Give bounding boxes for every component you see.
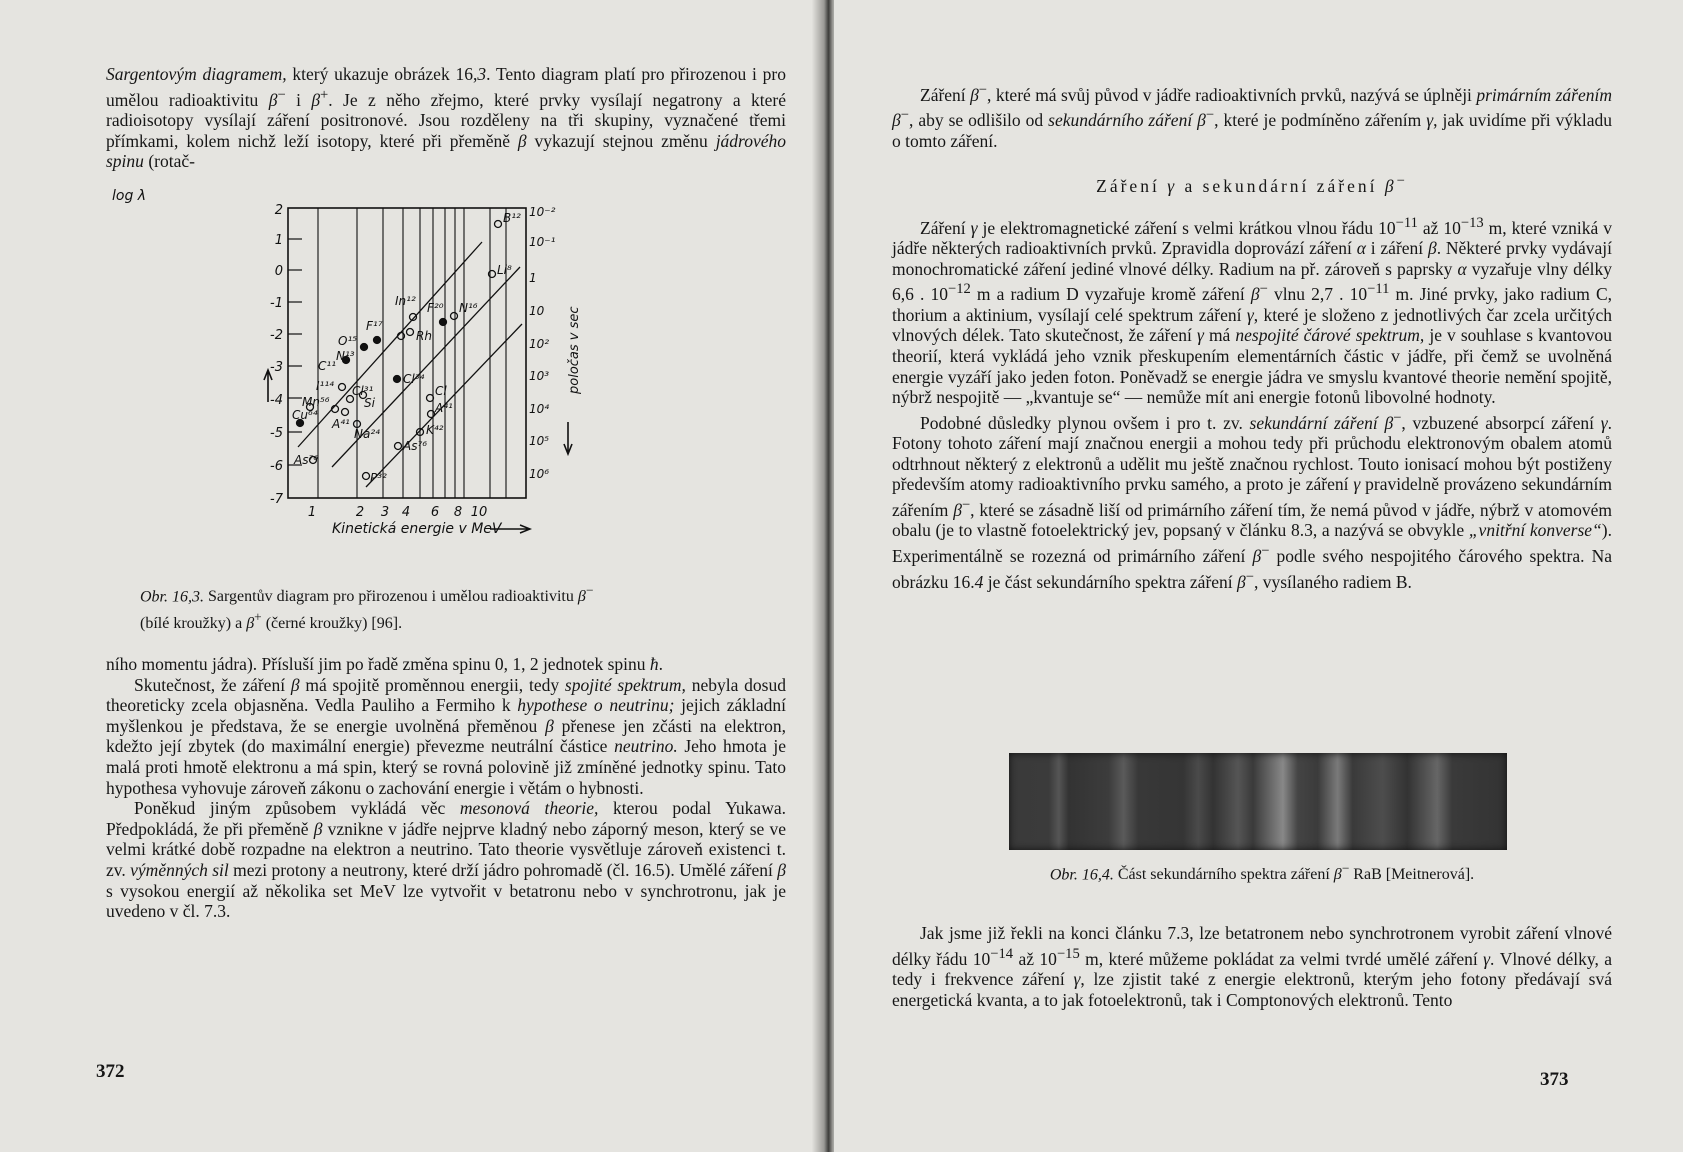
x-axis-ticks	[308, 505, 487, 520]
point-I114	[339, 384, 346, 391]
y-right-tick-label: 10⁶	[529, 467, 550, 481]
point-N16	[451, 313, 458, 320]
y-tick-label: -3	[270, 360, 283, 375]
y-right-tick-label: 10⁻¹	[529, 235, 556, 249]
right-paragraph-4: Jak jsme již řekli na konci článku 7.3, lze betatronem nebo synchrotronem vyrobit záření vlnové délky řádu $10^{-14}$ až $10^{-15}$ m, které můžeme pokládat za velmi tvrdé umělé záření γ. Vlnové délky, a tedy i frekvence záření γ, lze zjistit také z energie elektronů, kterým jeho fotony předávají svá energetická kvanta, a to jak fotoelektronů, tak i Comptonových elektronů. Tento	[892, 923, 1612, 1010]
isotope-label: Na²⁴	[354, 427, 380, 441]
left-paragraph-3: Skutečnost, že záření β má spojitě proměnnou energii, tedy spojité spektrum, nebyla dosud theoreticky zcela objasněna. Vedla Pauliho a Fermiho k hypothese o neutrinu; jejich základní myšlenkou je představa, že se energie uvolněná přeměnou β přenese jen zčásti na elektron, kdežto její zbytek (do maximální energie) převezme neutrální částice neutrino. Jeho hmota je malá proti hmotě elektronu a má spin, který se rovná polovině již zmíněné jednotky spinu. Tato hypothesa vyhovuje zároveň zákonu o zachování energie i větám o hybnosti.	[106, 674, 787, 798]
x-tick-label: 2	[355, 505, 365, 520]
right-page	[834, 0, 1683, 1152]
point-F17b	[374, 337, 381, 344]
isotope-labels	[292, 211, 521, 485]
y-tick-label: -2	[270, 328, 283, 343]
isotope-label: Mn⁵⁶	[302, 395, 330, 409]
isotope-label: N¹³	[336, 349, 355, 363]
y-tick-label: -7	[270, 492, 283, 507]
point-P32	[363, 473, 370, 480]
isotope-label: As⁷⁶	[294, 453, 319, 467]
isotope-label: Li⁸	[497, 263, 512, 277]
y-tick-label: -1	[270, 296, 283, 311]
y-axis-label-left: log λ	[112, 188, 147, 204]
isotope-label: Rh	[416, 329, 432, 343]
y-axis-ticks-left	[270, 203, 284, 507]
x-tick-label: 10	[470, 505, 488, 520]
y-tick-label: -5	[270, 426, 283, 441]
y-tick-label: 1	[274, 233, 283, 248]
spectrum-photo	[1009, 753, 1507, 850]
sargent-diagram	[112, 188, 600, 582]
y-tick-marks	[288, 239, 302, 465]
y-tick-label: 0	[274, 264, 283, 279]
page-number-left: 372	[96, 1061, 125, 1082]
x-tick-label: 4	[401, 505, 411, 520]
left-page	[0, 0, 825, 1152]
y-right-tick-label: 10	[529, 304, 545, 318]
left-paragraph-2: ního momentu jádra). Přísluší jim po řadě změna spinu 0, 1, 2 jednotek spinu ħ.	[106, 654, 664, 674]
y-right-tick-label: 1	[529, 271, 537, 285]
section-heading: Záření γ a sekundární záření β−	[1096, 173, 1408, 197]
y-right-tick-label: 10⁴	[529, 402, 550, 416]
isotope-label: N¹⁶	[459, 301, 478, 315]
page-number-right: 373	[1540, 1069, 1569, 1090]
y-axis-ticks-right	[529, 205, 556, 481]
caption-label: Obr. 16,4.	[1049, 866, 1114, 884]
isotope-label: Cu⁶⁴	[292, 408, 318, 422]
isotope-label: In¹²	[395, 294, 416, 308]
isotope-label: A⁴¹	[332, 417, 350, 431]
right-body-lower	[892, 923, 1612, 1010]
right-paragraph-1: Záření β−, které má svůj původ v jádře radioaktivních prvků, nazývá se úplněji primárním zářením β−, aby se odlišilo od sekundárního záření β−, které je podmíněno zářením γ, jak uvidíme při výkladu o tomto záření.	[892, 82, 1613, 151]
isotope-label: A⁴¹	[435, 401, 453, 415]
x-tick-label: 8	[453, 505, 463, 520]
isotope-label: Si	[364, 396, 375, 410]
isotope-label: Cl³⁴	[403, 372, 425, 386]
isotope-label: As⁷⁶	[403, 439, 428, 453]
point-O15	[361, 344, 368, 351]
caption-label: Obr. 16,3.	[140, 588, 205, 606]
x-tick-label: 6	[430, 505, 440, 520]
isotope-label: C¹¹	[318, 359, 336, 373]
arrow-down-icon	[564, 422, 572, 454]
point-F20	[440, 319, 447, 326]
y-right-tick-label: 10⁵	[529, 434, 550, 448]
isotope-label: K⁴²	[426, 423, 444, 437]
x-tick-label: 3	[380, 505, 390, 520]
isotope-label: F²⁰	[427, 301, 444, 315]
point-A41a	[342, 409, 349, 416]
y-right-tick-label: 10⁻²	[529, 205, 556, 219]
isotope-label: P³²	[370, 471, 387, 485]
x-axis-label: Kinetická energie v MeV	[332, 521, 502, 537]
figure-16-4-caption	[942, 859, 1582, 885]
data-points	[297, 221, 502, 480]
right-paragraph-2: Záření γ je elektromagnetické záření s velmi krátkou vlnou řádu $10^{-11}$ až $10^{-13}$ m, které vzniká v jádře některých radioaktivních prvků. Zpravidla doprovází záření α i záření β. Některé prvky vydávají monochromatické záření jediné vlnové délky. Radium na př. zároveň s paprsky α vyzařuje vlny délky 6,6 . $10^{-12}$ m a radium D vyzařuje kromě záření β− vlnu 2,7 . $10^{-11}$ m. Jiné prvky, jako radium C, thorium a aktinium, vysílají celé spektrum záření γ, které je složeno z jednotlivých čar zcela určitých vlnových délek. Tato skutečnost, že záření γ má nespojité čárové spektrum, je v souhlase s kvantovou theorií, která vykládá jeho vznik přeskupením elementárních částic v jádře, při čemž se uvolněná energie vyzáří jako jeden foton. Poněvadž se energie jádra ve smyslu kvantové theorie nemění spojitě, nýbrž nespojitě — „kvantuje se“ — nemůže mít ani energie fotonů libovolné hodnoty.	[892, 214, 1612, 408]
y-tick-label: -4	[270, 393, 283, 408]
isotope-label: I¹¹⁴	[316, 379, 334, 393]
isotope-label: O¹⁵	[338, 334, 358, 348]
point-As76b	[395, 443, 402, 450]
isotope-label: F¹⁷	[366, 319, 383, 333]
point-B12	[495, 221, 502, 228]
sargent-diagram-figure	[112, 188, 600, 582]
left-paragraph-4: Poněkud jiným způsobem vykládá věc mesonová theorie, kterou podal Yukawa. Předpokládá, že při přeměně β vznikne v jádře nejprve kladný nebo záporný meson, který se ve velmi krátké době rozpadne na elektron a neutrino. Tato theorie vysvětluje zároveň existenci t. zv. výměnných sil mezi protony a neutrony, které drží jádro pohromadě (čl. 16.5). Umělé záření β s vysokou energií až několika set MeV lze vytvořit v betatronu nebo v synchrotronu, jak je uvedeno v čl. 7.3.	[106, 798, 786, 922]
y-right-tick-label: 10³	[529, 369, 550, 383]
y-tick-label: -6	[270, 459, 283, 474]
figure-16-3-caption	[140, 581, 760, 634]
x-tick-label: 1	[307, 505, 317, 520]
left-paragraph-1: Sargentovým diagramem, který ukazuje obrázek 16,3. Tento diagram platí pro přirozenou i pro umělou radioaktivitu β− i β+. Je z něho zřejmo, které prvky vysílají negatrony a které radioisotopy vysílají záření positronové. Jsou rozděleny na tři skupiny, vyznačené třemi přímkami, kolem nichž leží isotopy, které při přeměně β vykazují stejnou změnu jádrového spinu (rotač-	[106, 64, 786, 172]
y-axis-label-right: poločas v sec	[567, 306, 582, 394]
caption-text: Sargentův diagram pro přirozenou i umělou radioaktivitu β− (bílé kroužky) a β+ (černé kroužky) [96].	[140, 583, 594, 632]
isotope-label: Cl³¹	[352, 384, 374, 398]
y-right-tick-label: 10²	[529, 337, 550, 351]
left-body-lower	[106, 654, 786, 922]
point-Rh	[407, 329, 414, 336]
right-paragraph-3: Podobné důsledky plynou ovšem i pro t. zv. sekundární záření β−, vzbuzené absorpcí záření γ. Fotony tohoto záření mají značnou energii a mohou tedy při průchodu elektronovým obalem atomů odtrhnout některý z elektronů a udělit mu ještě značnou rychlost. Touto ionisací mohou být postiženy především atomy radioaktivního prvku samého, a proto je záření γ pravidelně provázeno sekundárním zářením β−, které se zásadně liší od primárního záření tím, že nemá původ v jádře, nýbrž v atomovém obalu (je to vlastně fotoelektrický jev, popsaný v článku 8.3, a nazývá se obvykle „vnitřní konverse“). Experimentálně se rozezná od primárního záření β− podle svého nespojitého čárového spektra. Na obrázku 16.4 je část sekundárního spektra záření β−, vysílaného radiem B.	[892, 409, 1612, 592]
point-Cl34	[394, 376, 401, 383]
isotope-label: Cl	[435, 384, 447, 398]
group-line-1	[298, 242, 482, 447]
right-body-upper	[892, 80, 1612, 592]
caption-text: Část sekundárního spektra záření β− RaB [Meitnerová].	[1117, 861, 1475, 884]
isotope-label: B¹²	[503, 211, 521, 225]
y-tick-label: 2	[274, 203, 283, 218]
